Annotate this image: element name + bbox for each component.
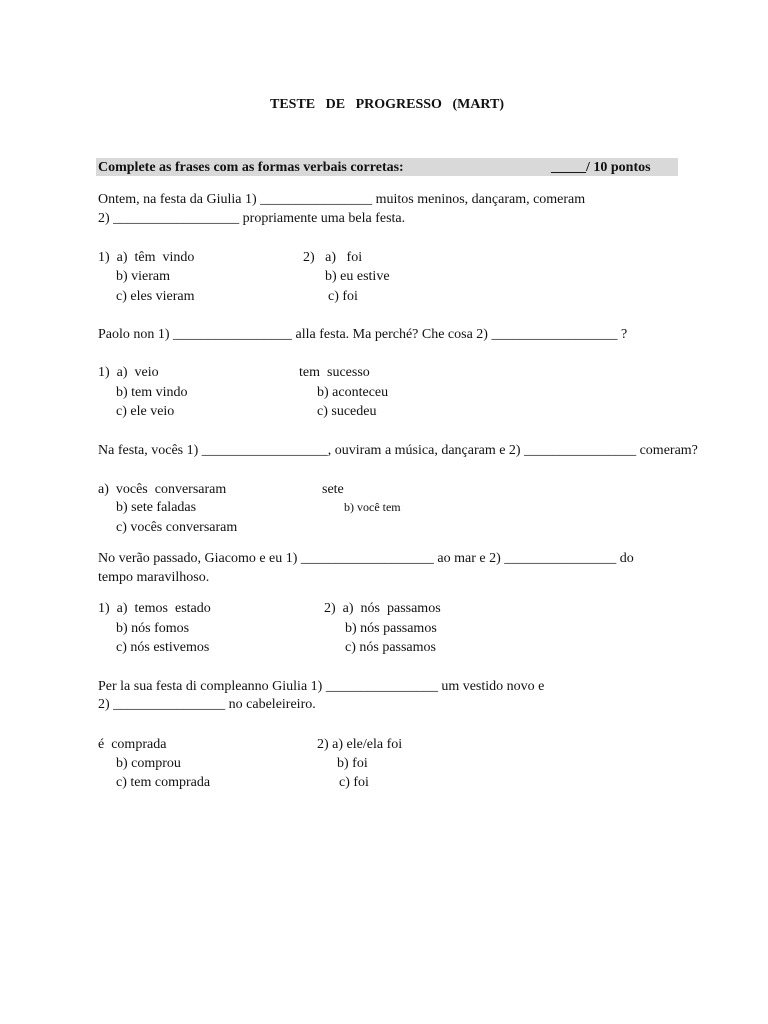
q2-option-a1: 1) a) veio bbox=[98, 365, 159, 380]
page-title: TESTE DE PROGRESSO (MART) bbox=[270, 97, 505, 112]
q1-option-b2: b) eu estive bbox=[325, 269, 390, 284]
q5-option-a3: c) tem comprada bbox=[116, 775, 211, 790]
q5-line2: 2) ________________ no cabeleireiro. bbox=[98, 697, 316, 712]
q1-option-b3: c) foi bbox=[328, 289, 358, 304]
q2-option-b1: tem sucesso bbox=[299, 365, 370, 380]
q4-option-b1: 2) a) nós passamos bbox=[324, 601, 441, 616]
q3-option-b2: b) você tem bbox=[344, 500, 401, 514]
q5-option-a1: é comprada bbox=[98, 737, 167, 752]
q4-option-b2: b) nós passamos bbox=[345, 621, 437, 636]
q1-option-b1: 2) a) foi bbox=[303, 250, 363, 265]
instruction-text: Complete as frases com as formas verbais corretas: bbox=[98, 160, 404, 175]
q3-option-b1: sete bbox=[322, 482, 344, 497]
q3-line1: Na festa, vocês 1) __________________, ouviram a música, dançaram e 2) ________________ comeram? bbox=[98, 443, 698, 458]
score-field: _____/ 10 pontos bbox=[551, 160, 651, 175]
q3-option-a3: c) vocês conversaram bbox=[116, 520, 238, 535]
q4-option-a1: 1) a) temos estado bbox=[98, 601, 211, 616]
q3-option-a1: a) vocês conversaram bbox=[98, 482, 227, 497]
q1-option-a3: c) eles vieram bbox=[116, 289, 195, 304]
q2-option-a3: c) ele veio bbox=[116, 404, 175, 419]
q5-option-a2: b) comprou bbox=[116, 756, 181, 771]
q2-line1: Paolo non 1) _________________ alla festa. Ma perché? Che cosa 2) __________________ ? bbox=[98, 327, 628, 342]
q1-option-a2: b) vieram bbox=[116, 269, 171, 284]
q4-option-b3: c) nós passamos bbox=[345, 640, 436, 655]
q4-line2: tempo maravilhoso. bbox=[98, 570, 210, 585]
q4-option-a2: b) nós fomos bbox=[116, 621, 190, 636]
q1-option-a1: 1) a) têm vindo bbox=[98, 250, 195, 265]
q5-option-b1: 2) a) ele/ela foi bbox=[317, 737, 403, 752]
q1-line1: Ontem, na festa da Giulia 1) ________________ muitos meninos, dançaram, comeram bbox=[98, 192, 586, 207]
q4-line1: No verão passado, Giacomo e eu 1) ___________________ ao mar e 2) ________________ do bbox=[98, 551, 634, 566]
q5-option-b2: b) foi bbox=[337, 756, 368, 771]
q2-option-b2: b) aconteceu bbox=[317, 385, 389, 400]
q1-line2: 2) __________________ propriamente uma bela festa. bbox=[98, 211, 406, 226]
q2-option-b3: c) sucedeu bbox=[317, 404, 377, 419]
q5-option-b3: c) foi bbox=[339, 775, 369, 790]
q2-option-a2: b) tem vindo bbox=[116, 385, 188, 400]
q5-line1: Per la sua festa di compleanno Giulia 1) ________________ um vestido novo e bbox=[98, 679, 545, 694]
q4-option-a3: c) nós estivemos bbox=[116, 640, 210, 655]
q3-option-a2: b) sete faladas bbox=[116, 500, 197, 515]
